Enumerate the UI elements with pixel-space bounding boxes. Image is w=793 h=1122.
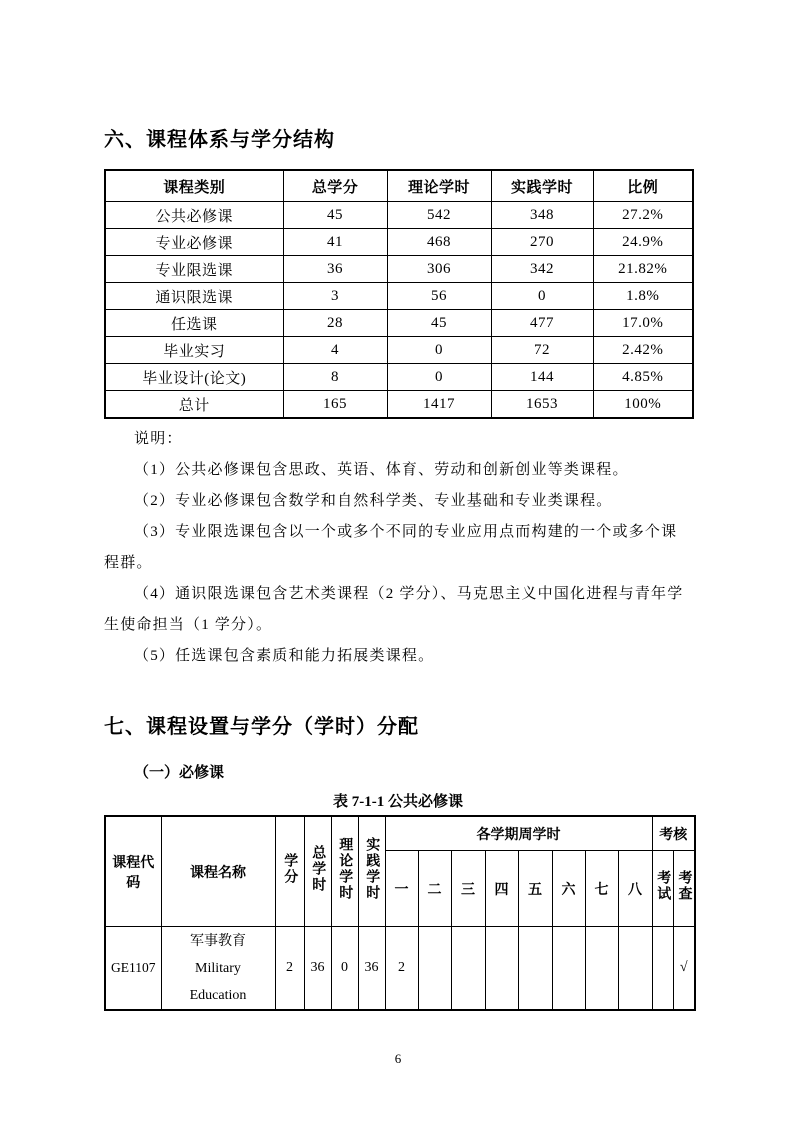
theory-hours-vertical-label: 理论学时 [337,837,353,901]
cell-practice-hours: 342 [491,256,593,283]
cell-category: 专业必修课 [105,229,283,256]
column-header-practice-hours [358,816,385,927]
document-content [104,0,696,1067]
column-header-total-credits: 总学分 [283,170,387,202]
cell-ratio: 27.2% [593,202,693,229]
cell-credit: 2 [275,927,304,1011]
table-row [105,364,693,391]
cell-category: 毕业实习 [105,337,283,364]
cell-theory-hours: 306 [387,256,491,283]
cell-total-credits: 165 [283,391,387,419]
cell-semester-2 [418,927,451,1011]
cell-theory-hours: 1417 [387,391,491,419]
cell-total-credits: 36 [283,256,387,283]
column-header-theory-hours [331,816,358,927]
course-name-line: 军事教育 [190,933,246,949]
page-number: 6 [394,1051,402,1066]
section6-heading: 六、课程体系与学分结构 [104,129,335,151]
cell-total-credits: 28 [283,310,387,337]
cell-theory-hours: 0 [387,337,491,364]
practice-hours-vertical-label: 实践学时 [364,837,380,901]
cell-ratio: 17.0% [593,310,693,337]
cell-semester-6 [552,927,585,1011]
column-header-semester-1: 一 [385,851,418,927]
cell-semester-5 [518,927,552,1011]
column-header-credit [275,816,304,927]
cell-theory-hours: 542 [387,202,491,229]
cell-course-name [161,927,275,1011]
column-header-course-name: 课程名称 [161,816,275,927]
total-hours-vertical-label: 总学时 [310,845,326,893]
table-row-total [105,391,693,419]
cell-exam [652,927,673,1011]
credit-structure-table [104,169,694,419]
table-row [105,337,693,364]
cell-theory-hours: 0 [387,364,491,391]
column-header-theory-hours: 理论学时 [387,170,491,202]
cell-ratio: 24.9% [593,229,693,256]
notes-label: 说明： [134,431,183,447]
table-caption: 表 7-1-1 公共必修课 [333,794,463,810]
cell-theory-hours: 468 [387,229,491,256]
column-header-assessment: 考核 [652,816,695,851]
cell-ratio: 1.8% [593,283,693,310]
table-row [105,283,693,310]
course-table-header-row-1 [105,816,695,851]
column-header-semester-3: 三 [451,851,485,927]
column-header-course-code: 课程代码 [105,816,161,927]
cell-semester-1: 2 [385,927,418,1011]
section7-heading: 七、课程设置与学分（学时）分配 [104,716,419,738]
cell-category: 专业限选课 [105,256,283,283]
cell-practice-hours: 0 [491,283,593,310]
cell-semester-7 [585,927,618,1011]
cell-practice-hours: 348 [491,202,593,229]
table-row [105,202,693,229]
cell-theory-hours: 0 [331,927,358,1011]
cell-ratio: 100% [593,391,693,419]
cell-semester-8 [618,927,652,1011]
cell-practice-hours: 36 [358,927,385,1011]
cell-total-credits: 3 [283,283,387,310]
cell-check: √ [673,927,695,1011]
course-row [105,927,695,1011]
cell-semester-4 [485,927,518,1011]
course-name-line: Education [189,987,247,1003]
cell-total-hours: 36 [304,927,331,1011]
note-item: （4）通识限选课包含艺术类课程（2 学分）、马克思主义中国化进程与青年学生使命担当（1 学分）。 [104,586,684,633]
course-table [104,815,696,1011]
cell-practice-hours: 477 [491,310,593,337]
exam-vertical-label: 考试 [655,870,671,902]
note-item: （5）任选课包含素质和能力拓展类课程。 [134,648,435,664]
column-header-check [673,851,695,927]
course-name-line: Military [195,960,241,976]
column-header-category: 课程类别 [105,170,283,202]
column-header-semester-2: 二 [418,851,451,927]
column-header-semester-8: 八 [618,851,652,927]
credit-table-header-row [105,170,693,202]
cell-category: 毕业设计(论文) [105,364,283,391]
column-header-weekly-hours: 各学期周学时 [385,816,652,851]
cell-total-credits: 4 [283,337,387,364]
table-row [105,310,693,337]
note-item: （2）专业必修课包含数学和自然科学类、专业基础和专业类课程。 [134,493,613,509]
credit-vertical-label: 学分 [282,853,298,885]
column-header-semester-4: 四 [485,851,518,927]
cell-total-credits: 8 [283,364,387,391]
column-header-semester-7: 七 [585,851,618,927]
cell-ratio: 21.82% [593,256,693,283]
cell-total-credits: 45 [283,202,387,229]
notes-block [104,424,688,672]
cell-practice-hours: 1653 [491,391,593,419]
note-item: （1）公共必修课包含思政、英语、体育、劳动和创新创业等类课程。 [134,462,629,478]
column-header-total-hours [304,816,331,927]
column-header-practice-hours: 实践学时 [491,170,593,202]
table-row [105,229,693,256]
cell-category: 公共必修课 [105,202,283,229]
cell-practice-hours: 72 [491,337,593,364]
column-header-semester-5: 五 [518,851,552,927]
column-header-ratio: 比例 [593,170,693,202]
cell-semester-3 [451,927,485,1011]
column-header-exam [652,851,673,927]
section7-subheading: （一）必修课 [134,764,225,781]
cell-course-code: GE1107 [105,927,161,1011]
cell-total-credits: 41 [283,229,387,256]
note-item: （3）专业限选课包含以一个或多个不同的专业应用点而构建的一个或多个课程群。 [104,524,678,571]
cell-practice-hours: 144 [491,364,593,391]
cell-theory-hours: 45 [387,310,491,337]
check-vertical-label: 考查 [676,870,692,902]
cell-practice-hours: 270 [491,229,593,256]
cell-ratio: 4.85% [593,364,693,391]
cell-ratio: 2.42% [593,337,693,364]
cell-category: 通识限选课 [105,283,283,310]
table-row [105,256,693,283]
column-header-semester-6: 六 [552,851,585,927]
cell-theory-hours: 56 [387,283,491,310]
cell-category: 总计 [105,391,283,419]
cell-category: 任选课 [105,310,283,337]
